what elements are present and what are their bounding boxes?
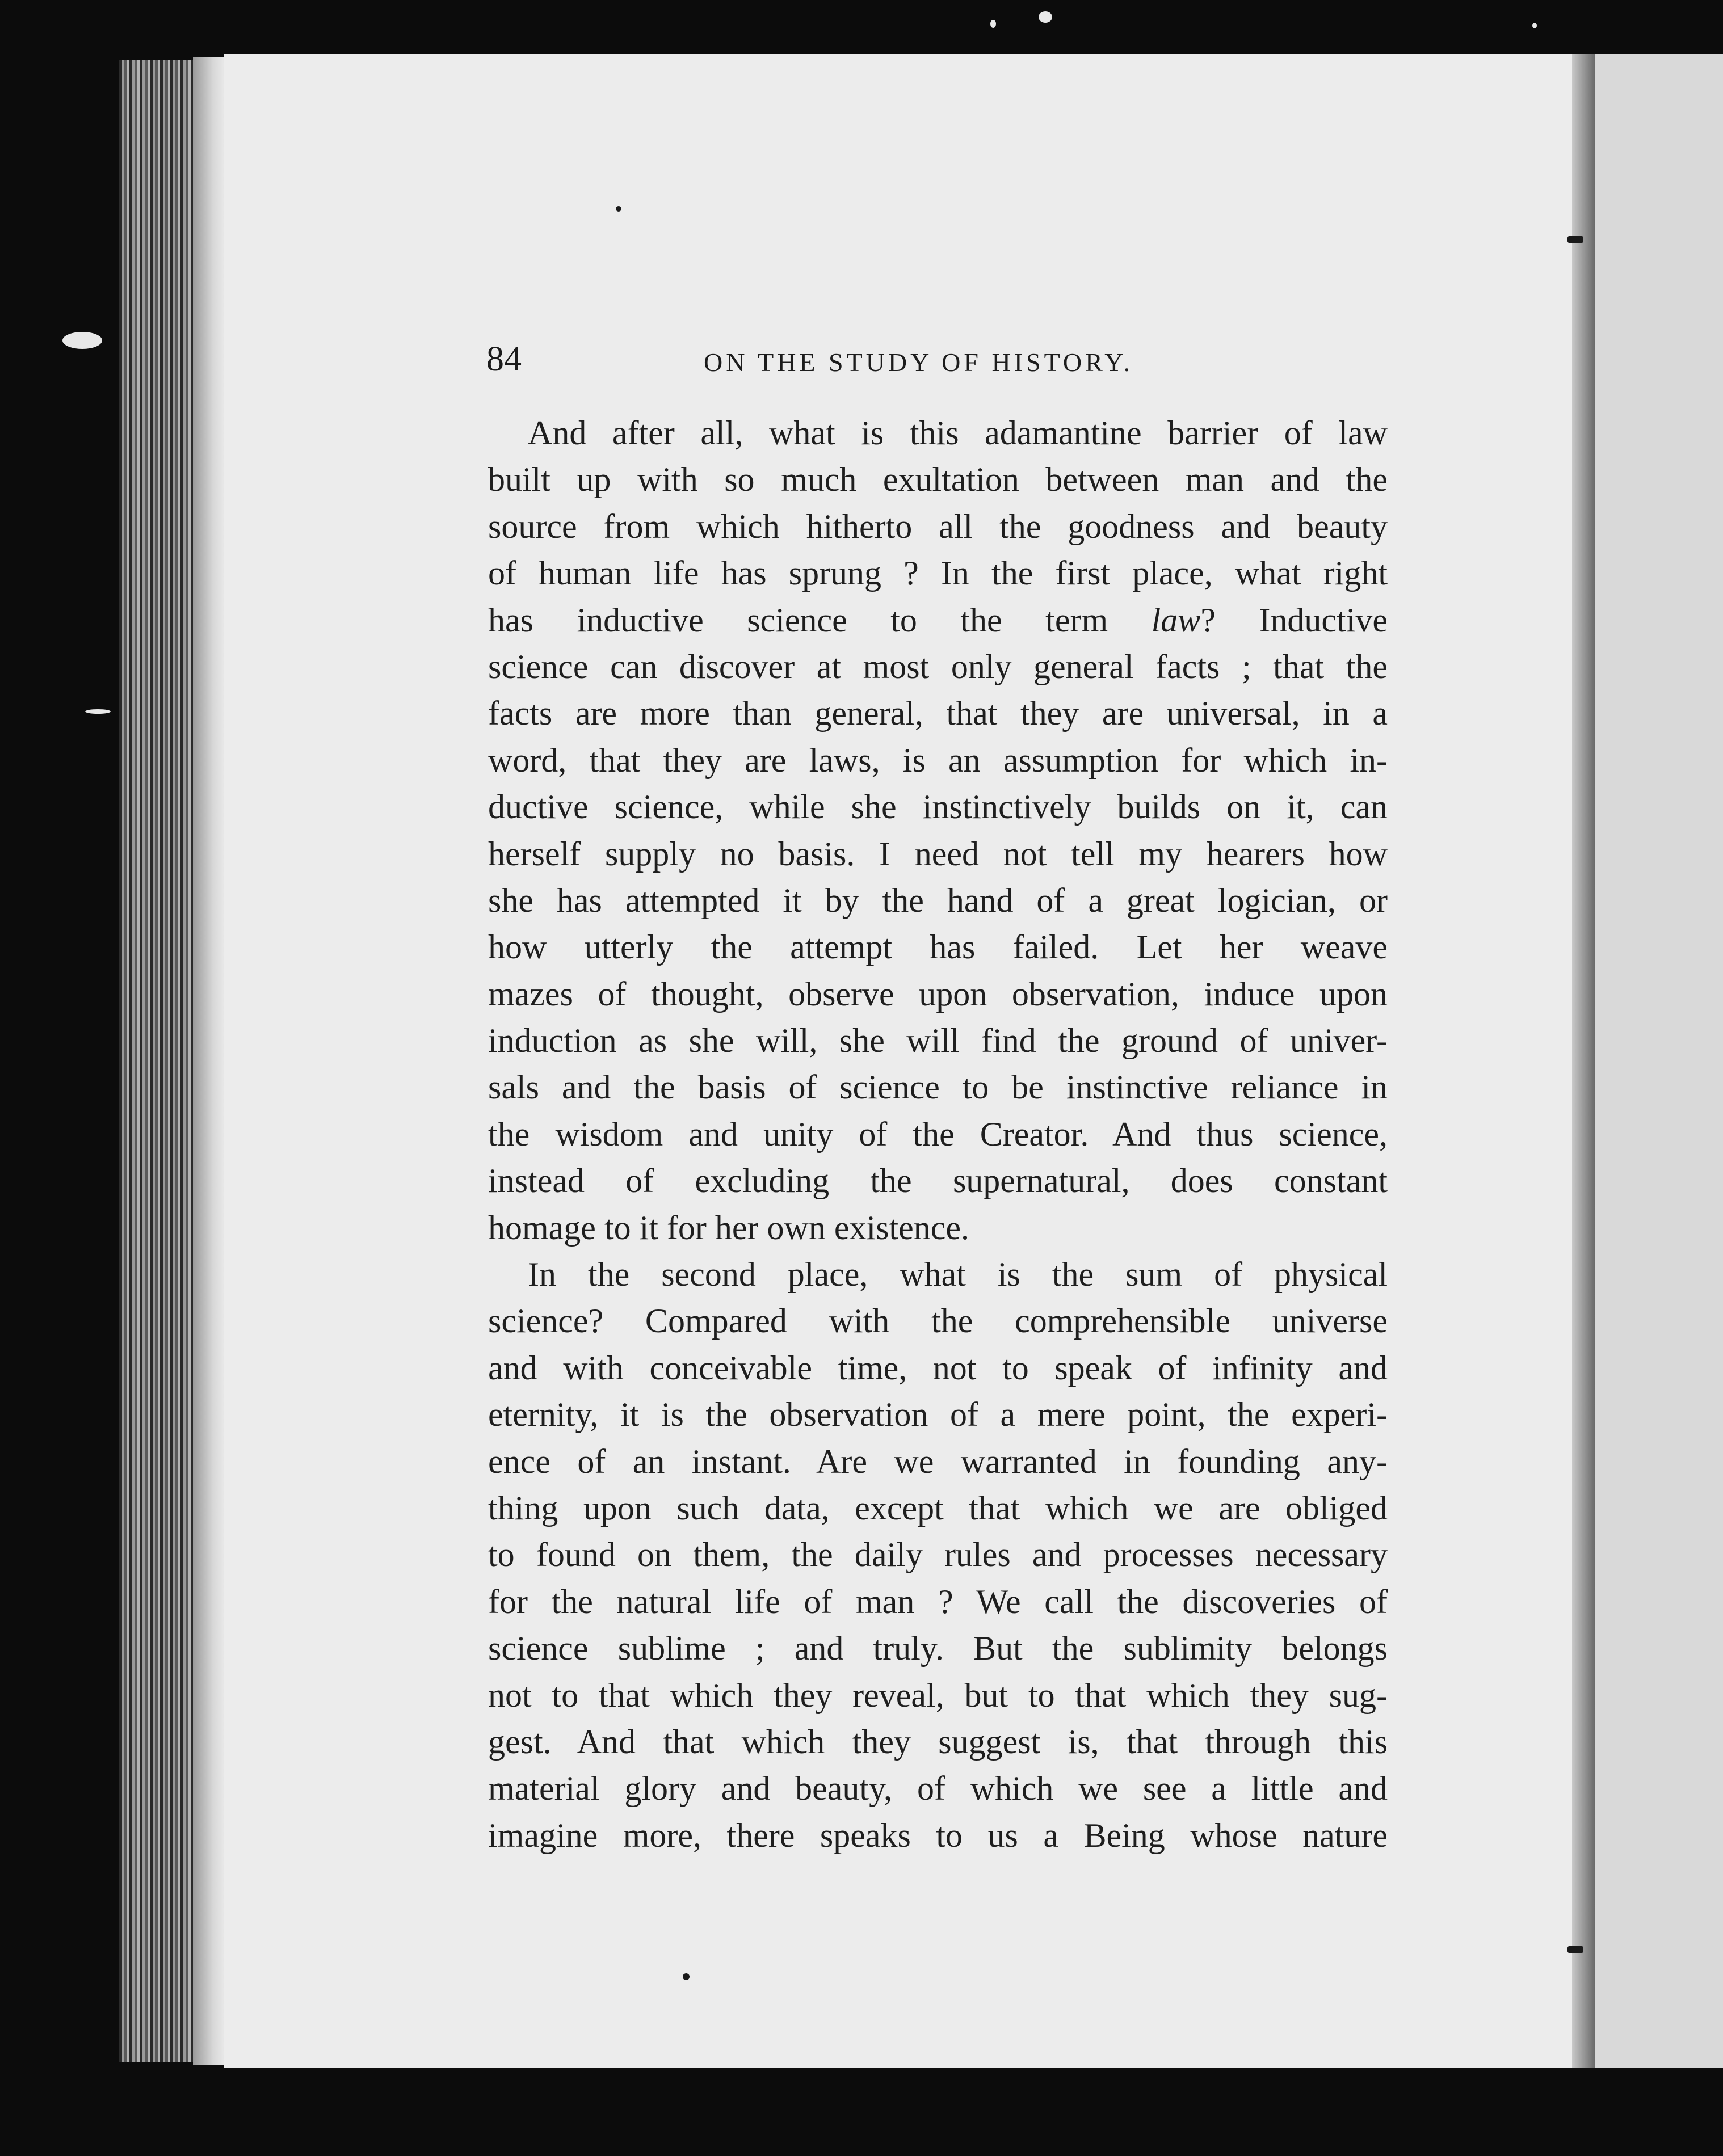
scan-artifact <box>1567 236 1583 243</box>
text-line: instead of excluding the supernatural, does constant <box>488 1162 1388 1200</box>
scan-artifact <box>990 20 996 28</box>
scan-artifact <box>62 332 102 349</box>
text-line: source from which hitherto all the goodness and beauty <box>488 507 1388 545</box>
scan-artifact <box>616 206 621 212</box>
gutter-shadow <box>193 57 227 2065</box>
text-line: facts are more than general, that they are universal, in a <box>488 694 1388 732</box>
running-head: ON THE STUDY OF HISTORY. <box>704 348 1134 377</box>
text-line: science can discover at most only general facts ; that the <box>488 647 1388 685</box>
text-line: ductive science, while she instinctively builds on it, can <box>488 788 1388 826</box>
body-text <box>488 410 1388 1859</box>
text-line: the wisdom and unity of the Creator. And thus science, <box>488 1115 1388 1153</box>
text-line: imagine more, there speaks to us a Being whose nature <box>488 1816 1388 1854</box>
adjacent-page <box>1595 54 1723 2068</box>
text-line: material glory and beauty, of which we see a little and <box>488 1770 1388 1808</box>
text-line: of human life has sprung ? In the first place, what right <box>488 554 1388 592</box>
text-line: and with conceivable time, not to speak of infinity and <box>488 1349 1388 1387</box>
text-line: sals and the basis of science to be instinctive reliance in <box>488 1068 1388 1106</box>
text-line: In the second place, what is the sum of physical <box>528 1256 1388 1294</box>
text-line: has inductive science to the term law? Inductive <box>488 601 1388 639</box>
text-line: for the natural life of man ? We call the discoveries of <box>488 1582 1388 1620</box>
text-line: gest. And that which they suggest is, that through this <box>488 1723 1388 1761</box>
page-number: 84 <box>486 340 522 378</box>
scan-artifact <box>85 709 111 714</box>
text-line: ence of an instant. Are we warranted in founding any- <box>488 1442 1388 1480</box>
text-line: built up with so much exultation between man and the <box>488 461 1388 499</box>
text-line: word, that they are laws, is an assumption for which in- <box>488 741 1388 779</box>
scan-artifact <box>1567 1946 1583 1953</box>
text-line: herself supply no basis. I need not tell my hearers how <box>488 835 1388 873</box>
text-line: induction as she will, she will find the ground of univer- <box>488 1022 1388 1060</box>
text-line: to found on them, the daily rules and processes necessary <box>488 1536 1388 1574</box>
scan-artifact <box>683 1973 690 1980</box>
scan-artifact <box>1039 11 1052 23</box>
text-line: how utterly the attempt has failed. Let her weave <box>488 928 1388 966</box>
text-line: science sublime ; and truly. But the sublimity belongs <box>488 1629 1388 1667</box>
right-page-edge <box>1572 54 1595 2068</box>
scan-artifact <box>1532 23 1537 28</box>
text-line: And after all, what is this adamantine barrier of law <box>528 414 1388 452</box>
text-line: not to that which they reveal, but to that which they sug- <box>488 1676 1388 1714</box>
text-line: thing upon such data, except that which we are obliged <box>488 1489 1388 1527</box>
text-line: she has attempted it by the hand of a great logician, or <box>488 881 1388 919</box>
text-line: mazes of thought, observe upon observation, induce upon <box>488 975 1388 1013</box>
text-line: science? Compared with the comprehensible universe <box>488 1302 1388 1340</box>
text-line: eternity, it is the observation of a mere point, the experi- <box>488 1396 1388 1434</box>
text-line: homage to it for her own existence. <box>488 1208 970 1247</box>
